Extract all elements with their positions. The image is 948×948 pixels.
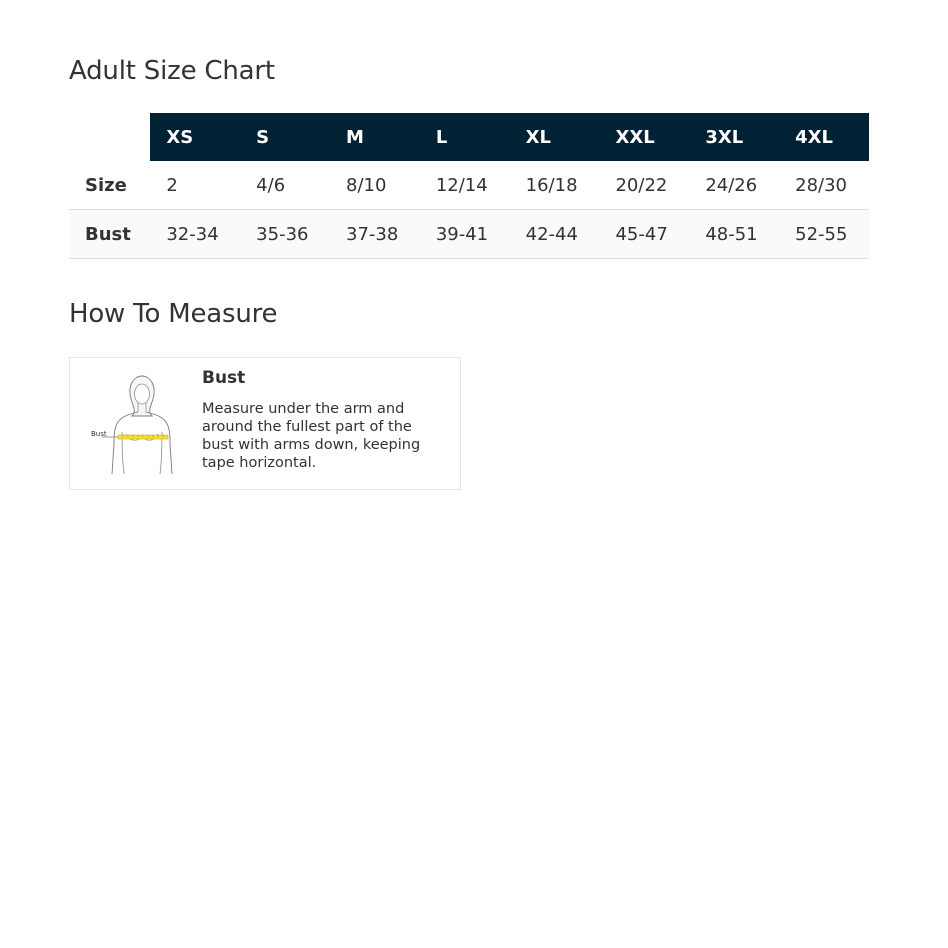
row-label-bust: Bust — [69, 210, 150, 259]
table-cell: 37-38 — [330, 210, 420, 259]
column-header-s: S — [240, 113, 330, 161]
size-chart-title: Adult Size Chart — [69, 56, 275, 86]
table-cell: 39-41 — [420, 210, 510, 259]
table-cell: 48-51 — [689, 210, 779, 259]
size-chart-table — [69, 113, 869, 259]
column-header-xxl: XXL — [599, 113, 689, 161]
table-cell: 35-36 — [240, 210, 330, 259]
table-cell: 28/30 — [779, 161, 869, 210]
measure-card-bust — [69, 357, 461, 490]
table-row-size — [69, 161, 869, 210]
table-cell: 42-44 — [510, 210, 600, 259]
column-header-m: M — [330, 113, 420, 161]
table-cell: 16/18 — [510, 161, 600, 210]
column-header-4xl: 4XL — [779, 113, 869, 161]
table-cell: 8/10 — [330, 161, 420, 210]
table-cell: 32-34 — [150, 210, 240, 259]
table-cell: 2 — [150, 161, 240, 210]
row-label-size: Size — [69, 161, 150, 210]
torso-bust-measure-icon — [88, 372, 196, 476]
table-cell: 12/14 — [420, 161, 510, 210]
table-cell: 24/26 — [689, 161, 779, 210]
table-cell: 20/22 — [599, 161, 689, 210]
table-corner-cell — [69, 113, 150, 161]
figure-bust-label: Bust — [91, 430, 107, 438]
how-to-measure-title: How To Measure — [69, 299, 278, 329]
table-cell: 52-55 — [779, 210, 869, 259]
column-header-xs: XS — [150, 113, 240, 161]
size-header-row — [69, 113, 869, 161]
measure-description: Measure under the arm and around the fullest part of the bust with arms down, keeping tape horizontal. — [202, 401, 421, 471]
table-cell: 45-47 — [599, 210, 689, 259]
column-header-3xl: 3XL — [689, 113, 779, 161]
table-cell: 4/6 — [240, 161, 330, 210]
measure-name: Bust — [202, 368, 246, 388]
column-header-l: L — [420, 113, 510, 161]
table-row-bust — [69, 210, 869, 259]
column-header-xl: XL — [510, 113, 600, 161]
